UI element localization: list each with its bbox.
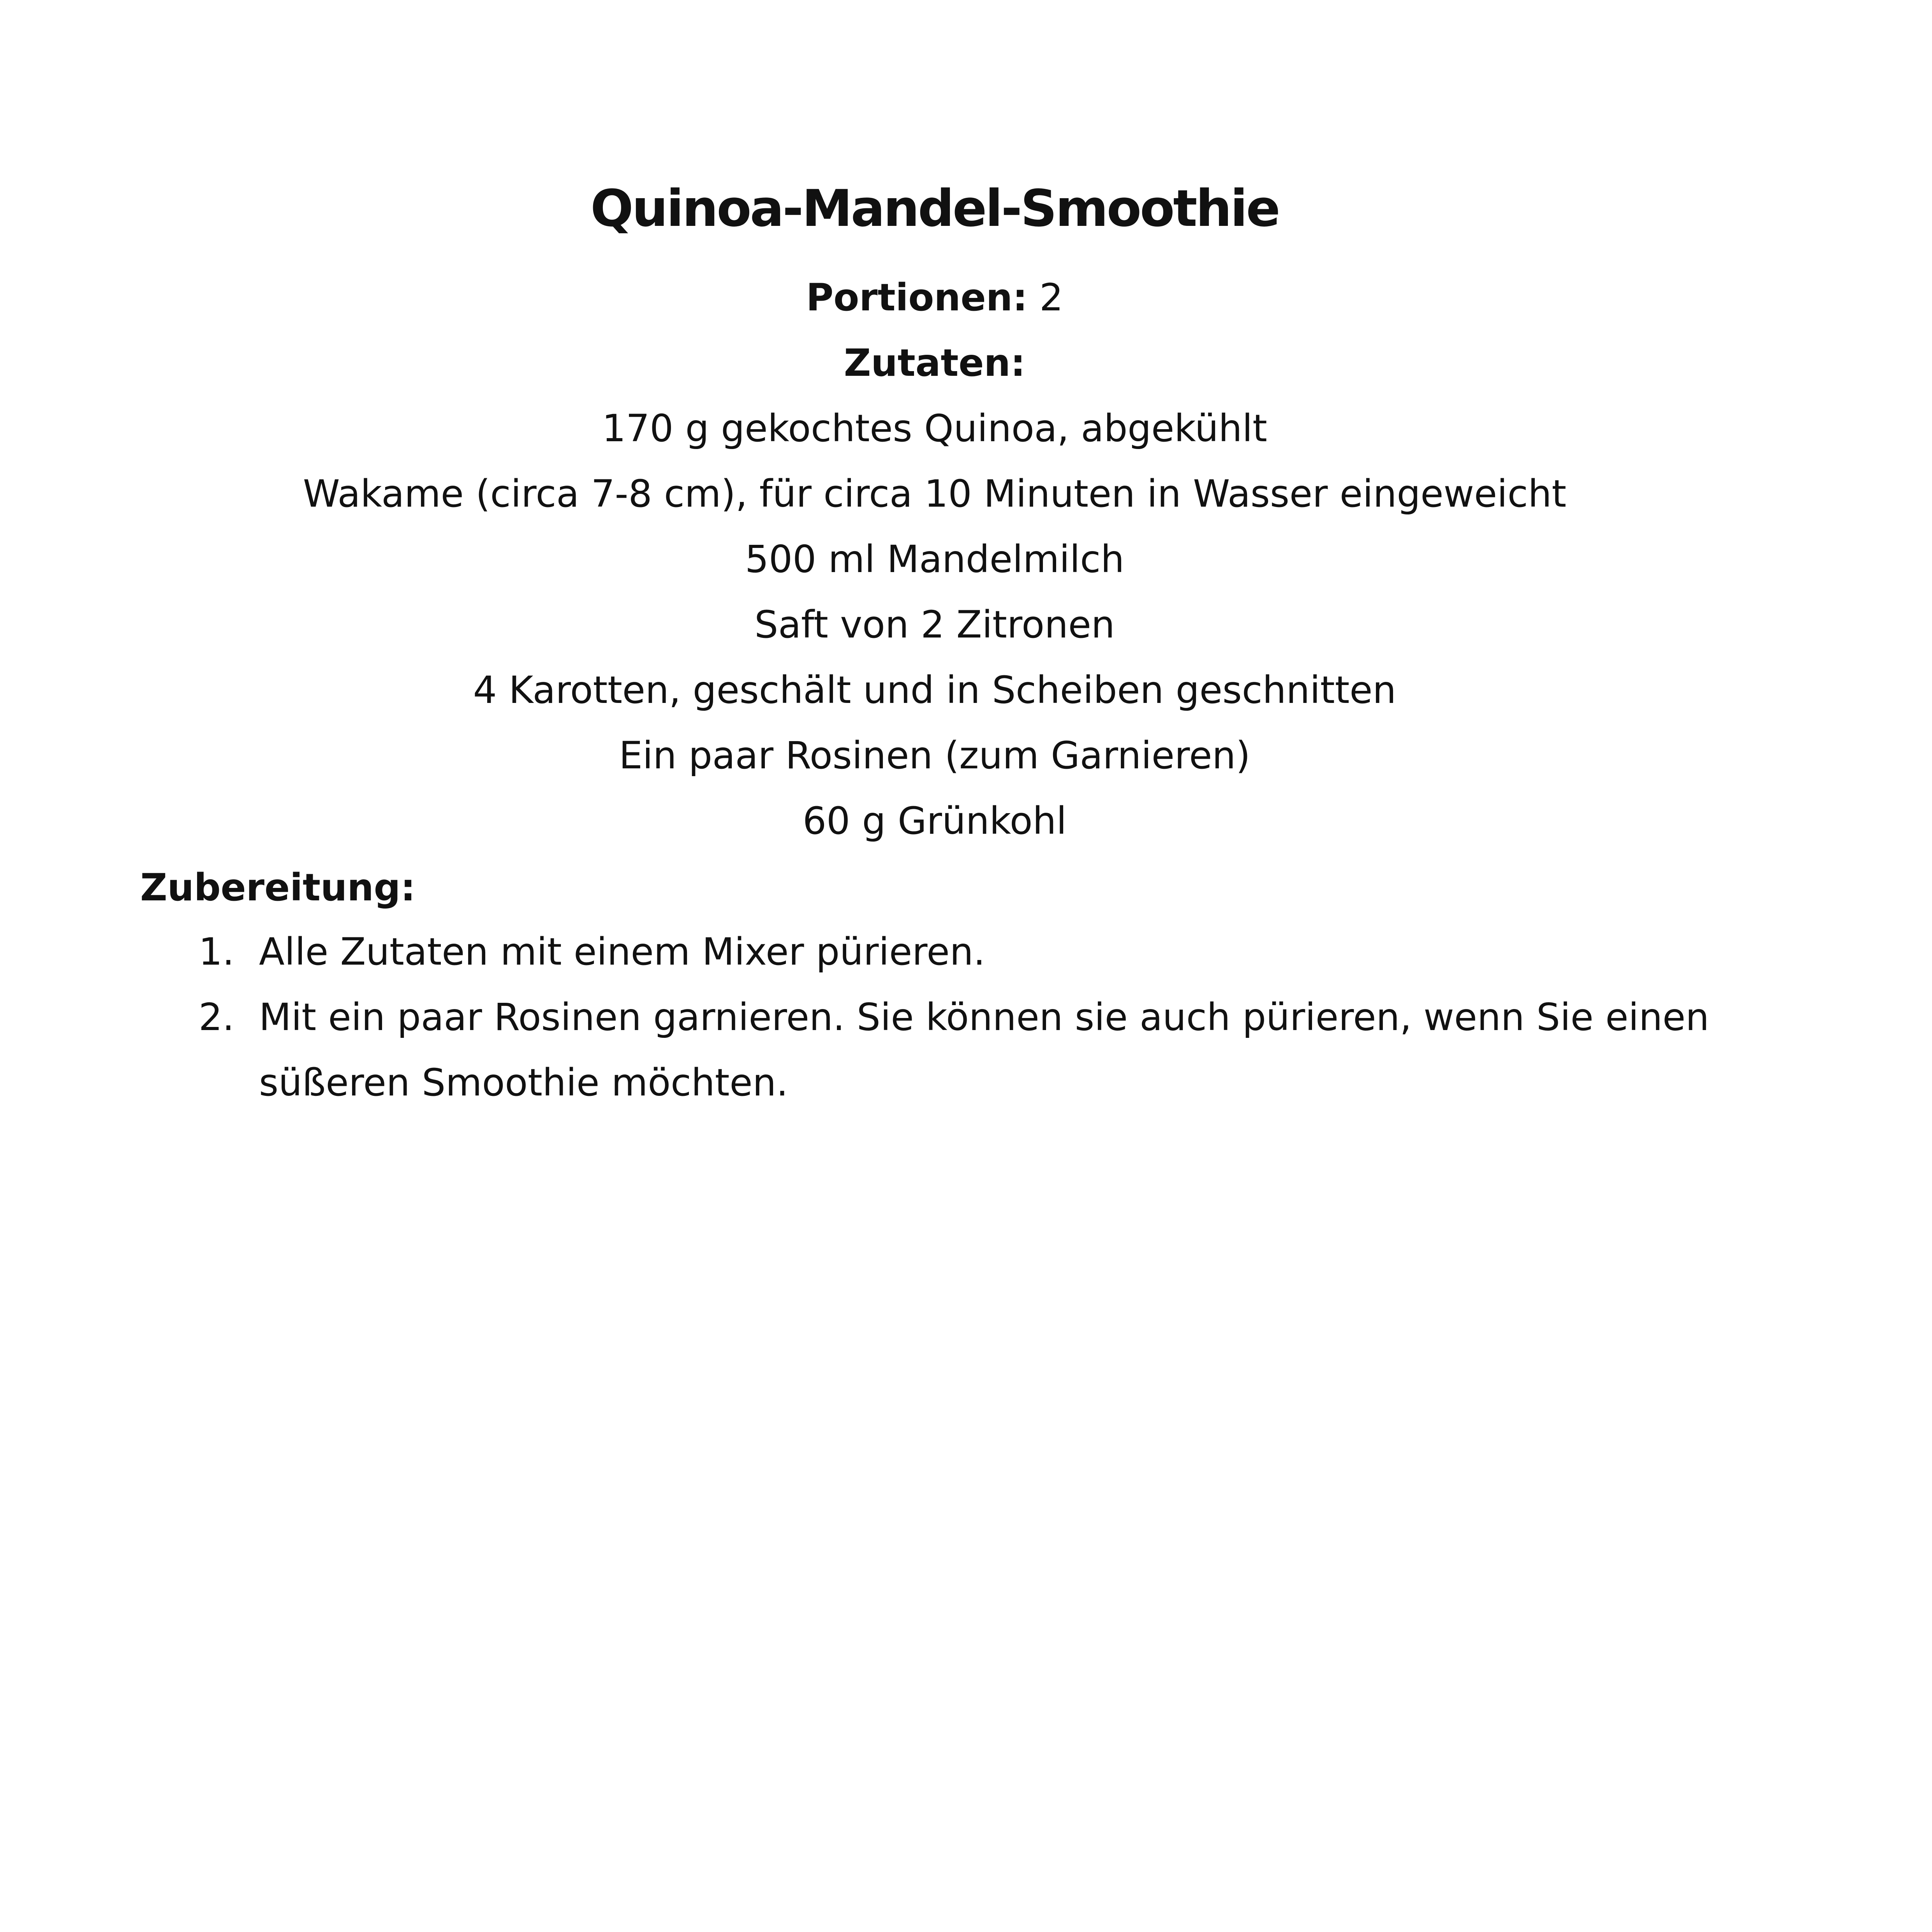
servings-value: 2 <box>1039 276 1064 319</box>
ingredients-heading: Zutaten: <box>844 341 1026 385</box>
step-number: 1. <box>199 930 234 974</box>
step-text: Mit ein paar Rosinen garnieren. Sie können sie auch pürieren, wenn Sie einen süßeren Smoothie möchten. <box>259 995 1709 1104</box>
preparation-heading: Zubereitung: <box>140 866 416 909</box>
ingredient-item: 60 g Grünkohl <box>802 799 1067 843</box>
ingredient-item: 170 g gekochtes Quinoa, abgekühlt <box>602 407 1267 450</box>
preparation-step <box>199 919 1717 984</box>
step-text: Alle Zutaten mit einem Mixer pürieren. <box>259 930 985 974</box>
ingredient-item: Saft von 2 Zitronen <box>754 603 1115 646</box>
ingredient-item: Ein paar Rosinen (zum Garnieren) <box>619 734 1250 777</box>
step-number: 2. <box>199 995 234 1039</box>
recipe-header-block <box>0 265 1869 854</box>
ingredient-item: 4 Karotten, geschält und in Scheiben geschnitten <box>473 668 1397 712</box>
ingredient-item: 500 ml Mandelmilch <box>745 537 1125 581</box>
ingredient-item: Wakame (circa 7-8 cm), für circa 10 Minuten in Wasser eingeweicht <box>303 472 1567 516</box>
preparation-steps <box>199 919 1717 1115</box>
preparation-step <box>199 984 1717 1115</box>
servings-line <box>0 265 1869 330</box>
servings-label: Portionen: <box>806 276 1028 319</box>
recipe-title: Quinoa-Mandel-Smoothie <box>590 179 1279 238</box>
